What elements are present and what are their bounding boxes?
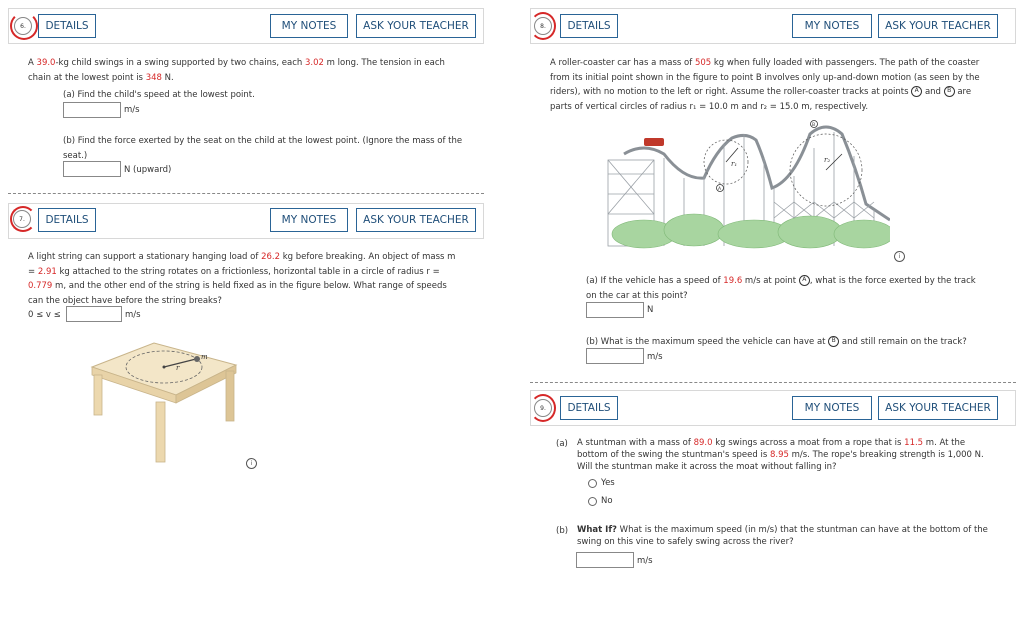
q8-part-b-input[interactable] xyxy=(586,348,644,364)
q6-length: 3.02 xyxy=(305,58,324,68)
q6-details-button[interactable]: DETAILS xyxy=(38,14,96,38)
q7-figure-r-label: r xyxy=(176,364,180,372)
q9-part-b-label: (b) xyxy=(556,526,569,536)
q8-problem-text: A roller-coaster car has a mass of 505 kg when fully loaded with passengers. The path of the coaster from its initial point shown in the figure to point B involves only up-and-down motion (as seen by the riders), with no motion to the left or right. Assume the roller-coaster tracks at points A and B are parts of vertical circles of radius r₁ = 10.0 m and r₂ = 15.0 m, respectively. xyxy=(550,58,980,112)
separator xyxy=(530,382,1016,383)
q9-yes-label[interactable]: Yes xyxy=(601,478,615,488)
q7-number: 7. xyxy=(13,210,31,228)
q6-mass: 39.0 xyxy=(36,58,56,68)
q8-figure-point-b-label: B xyxy=(812,123,816,128)
q6-part-a-input[interactable] xyxy=(63,102,121,118)
q9-speed: 8.95 xyxy=(769,450,789,460)
q7-radius: 0.779 xyxy=(28,281,53,291)
q8-part-a-point-badge: A xyxy=(799,275,810,286)
q8-my-notes-button[interactable]: MY NOTES xyxy=(792,14,872,38)
q6-part-b-unit: N (upward) xyxy=(124,165,172,175)
q6-part-a-unit: m/s xyxy=(124,105,140,115)
q9-part-b-unit: m/s xyxy=(637,556,653,566)
q9-part-a-label: (a) xyxy=(556,439,568,449)
q8-figure-r1-label: r₁ xyxy=(731,160,738,168)
q7-table-figure xyxy=(84,325,244,465)
q7-figure-m-label: m xyxy=(201,353,208,361)
q6-part-a-text: (a) Find the child's speed at the lowest point. xyxy=(63,90,255,100)
q9-my-notes-button[interactable]: MY NOTES xyxy=(792,396,872,420)
q9-part-b-input[interactable] xyxy=(576,552,634,568)
q7-speed-input[interactable] xyxy=(66,306,122,322)
q8-figure-r2-label: r₂ xyxy=(824,156,831,164)
q7-range-prefix: 0 ≤ v ≤ xyxy=(28,310,61,320)
q8-part-a-text: (a) If the vehicle has a speed of 19.6 m/s at point A , what is the force exerted by the track on the car at this point? xyxy=(586,276,976,301)
q8-part-b-text: (b) What is the maximum speed the vehicle can have at B and still remain on the track? xyxy=(586,337,967,347)
q8-figure-point-a-label: A xyxy=(718,187,722,192)
q9-no-label[interactable]: No xyxy=(601,496,613,506)
q9-details-button[interactable]: DETAILS xyxy=(560,396,618,420)
q7-unit: m/s xyxy=(125,310,141,320)
q8-info-icon[interactable]: i xyxy=(894,251,905,262)
q7-load: 26.2 xyxy=(261,252,280,262)
q6-tension: 348 xyxy=(145,72,162,83)
q8-part-a-unit: N xyxy=(647,305,654,315)
q6-part-b-text: (b) Find the force exerted by the seat on the child at the lowest point. (Ignore the mass of the seat.) xyxy=(63,136,463,161)
q6-my-notes-button[interactable]: MY NOTES xyxy=(270,14,348,38)
q8-rollercoaster-figure xyxy=(604,118,890,254)
q7-info-icon[interactable]: i xyxy=(246,458,257,469)
q6-part-b-input[interactable] xyxy=(63,161,121,177)
q7-ask-teacher-button[interactable]: ASK YOUR TEACHER xyxy=(356,208,476,232)
q6-problem-text: A 39.0-kg child swings in a swing supported by two chains, each 3.02 m long. The tension in each chain at the lowest point is 348 N. xyxy=(28,58,445,83)
q6-number: 6. xyxy=(14,17,32,35)
q8-part-b-point-badge: B xyxy=(828,336,839,347)
q9-no-radio[interactable] xyxy=(588,497,597,506)
q8-point-a-badge: A xyxy=(911,86,922,97)
q9-number: 9. xyxy=(534,399,552,417)
q8-point-b-badge: B xyxy=(944,86,955,97)
q9-rope: 11.5 xyxy=(904,438,924,448)
q7-mass: 2.91 xyxy=(37,266,57,277)
q9-part-b-text: What If? What is the maximum speed (in m/s) that the stuntman can have at the bottom of the swing on this vine to safely swing across the river? xyxy=(577,525,988,547)
q7-problem-text: A light string can support a stationary hanging load of 26.2 kg before breaking. An object of mass m = 2.91 kg attached to the string rotates on a frictionless, horizontal table in a circle of radius r = 0.779 m, and the other end of the string is held fixed as in the figure below. What range of speeds can the object have before the string breaks? xyxy=(28,252,456,306)
q8-part-a-input[interactable] xyxy=(586,302,644,318)
q7-details-button[interactable]: DETAILS xyxy=(38,208,96,232)
separator xyxy=(8,193,484,194)
q8-number: 8. xyxy=(534,17,552,35)
q8-ask-teacher-button[interactable]: ASK YOUR TEACHER xyxy=(878,14,998,38)
q9-part-a-text: A stuntman with a mass of 89.0 kg swings across a moat from a rope that is 11.5 m. At the bottom of the swing the stuntman's speed is 8.95 m/s. The rope's breaking strength is 1,000 N. Will the stuntman make it across the moat without falling in? xyxy=(577,438,984,472)
q9-mass: 89.0 xyxy=(693,438,713,448)
q8-details-button[interactable]: DETAILS xyxy=(560,14,618,38)
q8-mass: 505 xyxy=(694,58,712,68)
q9-ask-teacher-button[interactable]: ASK YOUR TEACHER xyxy=(878,396,998,420)
q8-part-b-unit: m/s xyxy=(647,352,663,362)
q6-ask-teacher-button[interactable]: ASK YOUR TEACHER xyxy=(356,14,476,38)
q8-speed: 19.6 xyxy=(723,276,743,286)
q7-my-notes-button[interactable]: MY NOTES xyxy=(270,208,348,232)
q9-yes-radio[interactable] xyxy=(588,479,597,488)
